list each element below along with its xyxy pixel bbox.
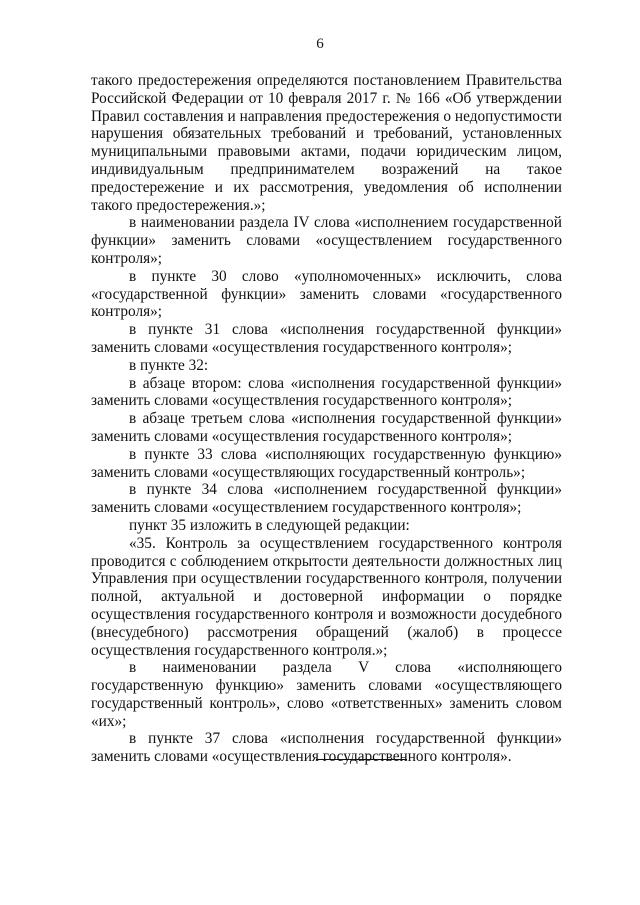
paragraph-2: в наименовании раздела IV слова «исполнением государственной функции» заменить словами «осуществлением государственного контроля»; bbox=[91, 214, 562, 267]
footer-rule bbox=[316, 759, 407, 760]
paragraph-9: в пункте 34 слова «исполнением государственной функции» заменить словами «осуществлением государственного контроля»; bbox=[91, 481, 562, 517]
paragraph-3: в пункте 30 слово «уполномоченных» исключить, слова «государственной функции» заменить словами «государственного контроля»; bbox=[91, 267, 562, 321]
paragraph-8: в пункте 33 слова «исполняющих государственную функцию» заменить словами «осуществляющих государственный контроль»; bbox=[91, 445, 562, 481]
paragraph-4: в пункте 31 слова «исполнения государственной функции» заменить словами «осуществления государственного контроля»; bbox=[91, 321, 562, 356]
paragraph-6: в абзаце втором: слова «исполнения государственной функции» заменить словами «осуществления государственного контроля»; bbox=[91, 374, 562, 410]
paragraph-12: в наименовании раздела V слова «исполняющего государственную функцию» заменить словами «осуществляющего государственный контроль», слово «ответственных» заменить словом «их»; bbox=[91, 659, 562, 730]
page-number: 6 bbox=[316, 36, 324, 52]
paragraph-10: пункт 35 изложить в следующей редакции: bbox=[129, 516, 410, 534]
paragraph-5: в пункте 32: bbox=[129, 356, 209, 374]
paragraph-13: в пункте 37 слова «исполнения государственной функции» заменить словами «осуществления государственного контроля». bbox=[91, 730, 562, 766]
paragraph-7: в абзаце третьем слова «исполнения государственной функции» заменить словами «осуществления государственного контроля»; bbox=[91, 410, 562, 445]
paragraph-1: такого предостережения определяются постановлением Правительства Российской Федерации от 10 февраля 2017 г. № 166 «Об утверждении Правил составления и направления предостережения о недопустимости нарушения обязательных требований и требований, установленных муниципальными правовыми актами, подачи юридическим лицом, индивидуальным предпринимателем возражений на такое предостережение и их рассмотрения, уведомления об исполнении такого предостережения.»; bbox=[91, 72, 562, 214]
document-body bbox=[91, 72, 562, 766]
paragraph-11: «35. Контроль за осуществлением государственного контроля проводится с соблюдением открытости деятельности должностных лиц Управления при осуществлении государственного контроля, получении полной, актуальной и достоверной информации о порядке осуществления государственного контроля и возможности досудебного (внесудебного) рассмотрения обращений (жалоб) в процессе осуществления государственного контроля.»; bbox=[91, 534, 562, 659]
